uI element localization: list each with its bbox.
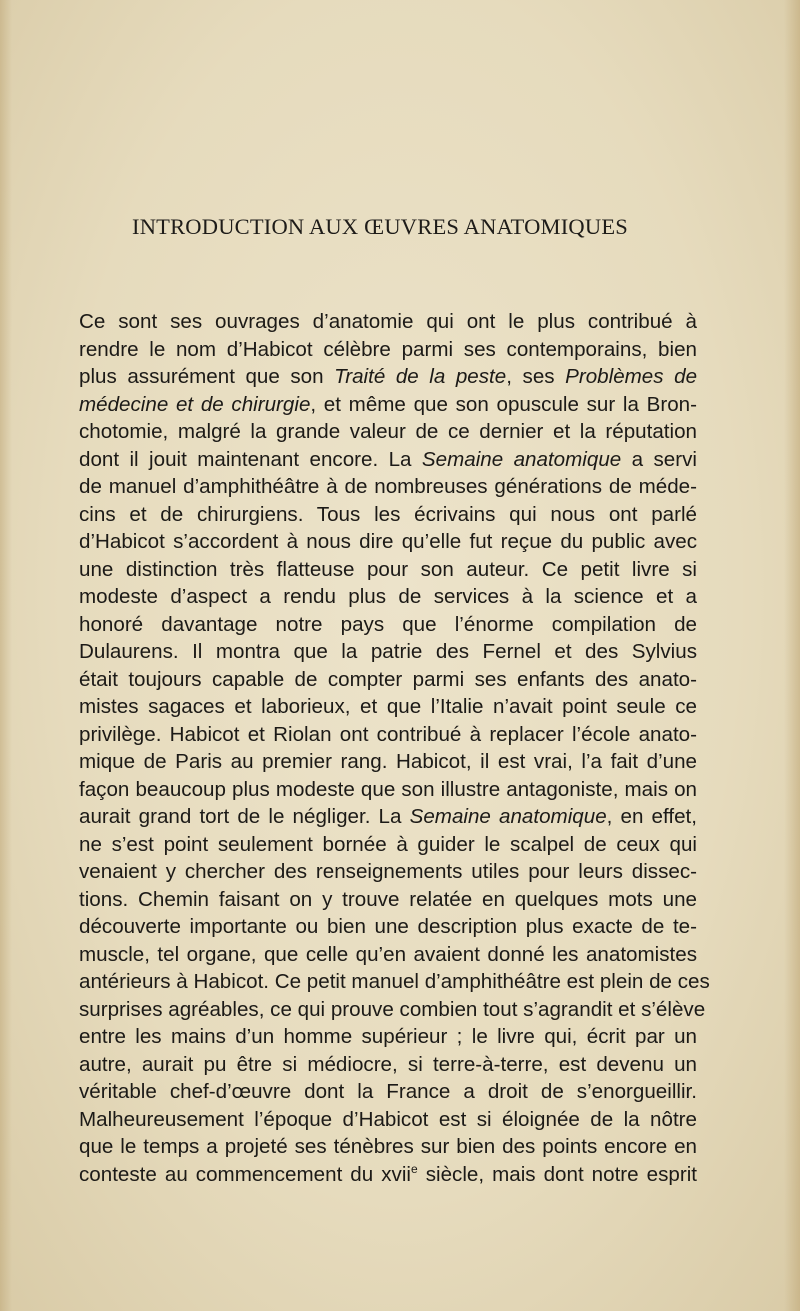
- text-segment: conteste au commencement du xvii: [79, 1162, 411, 1186]
- text-segment: aurait grand tort de le négliger. La: [79, 805, 410, 828]
- text-segment: surprises agréables, ce qui prouve combien tout s’agrandit et s’élève: [79, 997, 706, 1021]
- text-segment: Dulaurens. Il montra que la patrie des Fernel et des Sylvius: [79, 640, 697, 663]
- text-line: [79, 721, 697, 749]
- text-line: [79, 776, 697, 804]
- text-segment: , en effet,: [606, 805, 697, 828]
- text-segment: était toujours capable de compter parmi ses enfants des anato-: [79, 667, 697, 691]
- text-line: [79, 1106, 697, 1134]
- text-segment: dont il jouit maintenant encore. La: [79, 447, 422, 471]
- text-line: [79, 996, 706, 1024]
- text-line: [79, 803, 697, 831]
- text-segment: modeste d’aspect a rendu plus de services à la science et a: [79, 585, 697, 608]
- text-line: [79, 1051, 697, 1079]
- page-edge-right: [784, 0, 800, 1311]
- text-segment: d’Habicot s’accordent à nous dire qu’elle fut reçue du public avec: [79, 530, 697, 553]
- text-line: [79, 528, 697, 556]
- text-line: [79, 556, 697, 584]
- text-segment: de manuel d’amphithéâtre à de nombreuses générations de méde-: [79, 475, 697, 498]
- text-segment: venaient y chercher des renseignements utiles pour leurs dissec-: [79, 860, 697, 883]
- text-line: [79, 666, 697, 694]
- chapter-title: INTRODUCTION AUX ŒUVRES ANATOMIQUES: [132, 214, 628, 239]
- text-line: [79, 886, 697, 914]
- text-line: [79, 1161, 697, 1189]
- italic-title: Semaine anatomique: [409, 805, 607, 828]
- text-segment: siècle, mais dont notre esprit: [417, 1162, 697, 1186]
- italic-title: Semaine anatomique: [421, 447, 622, 471]
- text-line: [79, 611, 697, 639]
- text-line: [79, 1133, 697, 1161]
- text-line: [79, 858, 697, 886]
- text-segment: Malheureusement l’époque d’Habicot est si éloignée de la nôtre: [79, 1107, 697, 1131]
- text-segment: découverte importante ou bien une description plus exacte de te-: [79, 915, 697, 938]
- text-segment: privilège. Habicot et Riolan ont contribué à replacer l’école anato-: [79, 722, 697, 746]
- text-segment: plus assurément que son: [79, 365, 335, 388]
- text-segment: entre les mains d’un homme supérieur ; le livre qui, écrit par un: [79, 1025, 697, 1048]
- text-line: [79, 418, 697, 446]
- text-segment: autre, aurait pu être si médiocre, si terre-à-terre, est devenu un: [79, 1052, 697, 1076]
- italic-title: Problèmes de: [565, 365, 698, 388]
- italic-title: médecine et de chirurgie: [79, 392, 311, 416]
- text-segment: une distinction très flatteuse pour son auteur. Ce petit livre si: [79, 557, 697, 581]
- text-line: [79, 638, 697, 666]
- text-line: [79, 446, 697, 474]
- text-line: [79, 473, 697, 501]
- text-line: [79, 941, 697, 969]
- text-line: [79, 1023, 697, 1051]
- text-segment: chotomie, malgré la grande valeur de ce dernier et la réputation: [79, 420, 697, 443]
- text-line: [79, 391, 697, 419]
- text-segment: mique de Paris au premier rang. Habicot, il est vrai, l’a fait d’une: [79, 750, 697, 773]
- text-segment: tions. Chemin faisant on y trouve relatée en quelques mots une: [79, 887, 697, 911]
- text-segment: cins et de chirurgiens. Tous les écrivains qui nous ont parlé: [79, 502, 697, 526]
- text-segment: , ses: [506, 365, 566, 388]
- text-segment: honoré davantage notre pays que l’énorme compilation de: [79, 612, 697, 636]
- text-line: [79, 336, 697, 364]
- text-line: [79, 913, 697, 941]
- body-paragraph: [79, 308, 710, 1188]
- text-segment: rendre le nom d’Habicot célèbre parmi ses contemporains, bien: [79, 337, 697, 361]
- text-segment: véritable chef-d’œuvre dont la France a droit de s’enorgueillir.: [79, 1080, 697, 1103]
- text-line: [79, 308, 697, 336]
- text-line: [79, 501, 697, 529]
- page-edge-left: [0, 0, 12, 1311]
- text-line: [79, 693, 697, 721]
- text-segment: ne s’est point seulement bornée à guider le scalpel de ceux qui: [79, 832, 697, 856]
- text-segment: Ce sont ses ouvrages d’anatomie qui ont le plus contribué à: [79, 310, 697, 333]
- text-line: [79, 583, 697, 611]
- text-segment: muscle, tel organe, que celle qu’en avaient donné les anatomistes: [79, 942, 697, 966]
- text-line: [79, 968, 710, 996]
- text-segment: façon beaucoup plus modeste que son illustre antagoniste, mais on: [79, 777, 697, 801]
- italic-title: Traité de la peste: [334, 365, 507, 388]
- text-segment: que le temps a projeté ses ténèbres sur bien des points encore en: [79, 1135, 697, 1158]
- text-line: [79, 363, 697, 391]
- text-segment: mistes sagaces et laborieux, et que l’Italie n’avait point seule ce: [79, 695, 697, 718]
- superscript: e: [410, 1161, 418, 1176]
- text-segment: a servi: [621, 447, 697, 471]
- text-segment: , et même que son opuscule sur la Bron-: [310, 392, 697, 416]
- text-line: [79, 831, 697, 859]
- text-line: [79, 1078, 697, 1106]
- text-segment: antérieurs à Habicot. Ce petit manuel d’amphithéâtre est plein de ces: [79, 970, 710, 993]
- text-line: [79, 748, 697, 776]
